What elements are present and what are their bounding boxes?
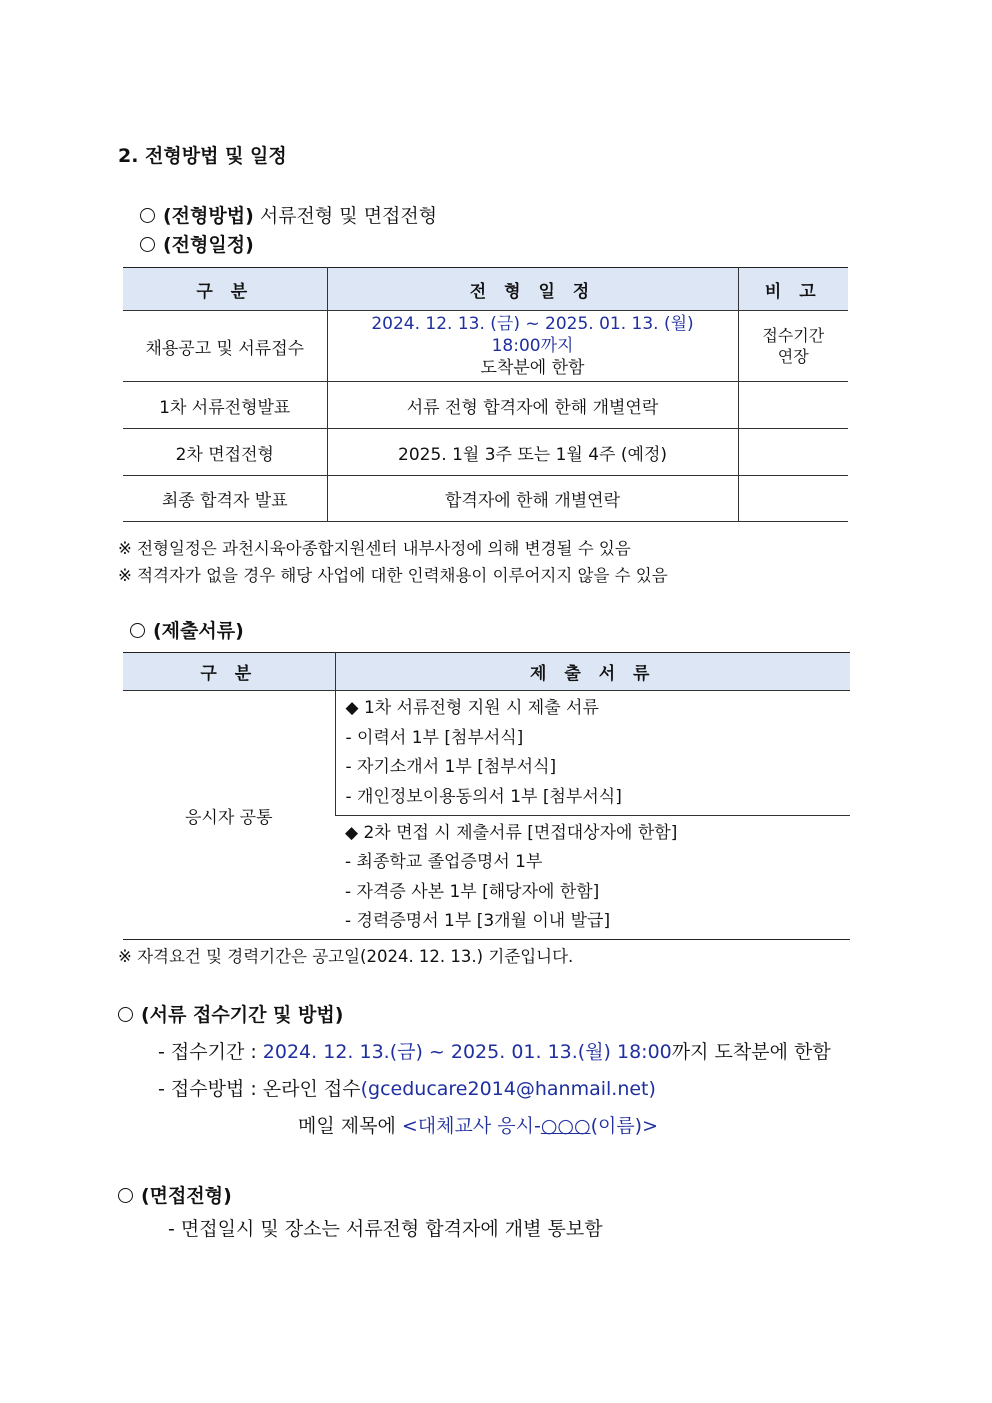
mail-subject-value: <대체교사 응시- <box>401 1115 541 1137</box>
docs-label: (제출서류) <box>153 620 244 642</box>
row-note <box>738 429 848 476</box>
receipt-method <box>158 1074 656 1101</box>
docs-group-1 <box>335 691 850 816</box>
schedule-deadline: 18:00까지 <box>491 336 574 356</box>
circle-bullet-icon <box>130 623 145 638</box>
receipt-heading <box>118 1000 343 1027</box>
list-item: - 최종학교 졸업증명서 1부 <box>345 852 543 872</box>
receipt-period <box>158 1037 831 1064</box>
row-category: 2차 면접전형 <box>123 429 327 476</box>
row-note <box>738 382 848 429</box>
method-label: (전형방법) <box>163 205 254 227</box>
schedule-note: ※ 적격자가 없을 경우 해당 사업에 대한 인력채용이 이루어지지 않을 수 있음 <box>118 566 668 585</box>
interview-label: (면접전형) <box>141 1185 232 1207</box>
row-schedule: 2025. 1월 3주 또는 1월 4주 (예정) <box>327 429 738 476</box>
header-documents: 제 출 서 류 <box>335 653 850 691</box>
mail-subject-name-placeholder: ○○○ <box>540 1115 591 1137</box>
mail-subject <box>298 1111 658 1138</box>
schedule-heading <box>140 230 254 257</box>
list-item: - 자기소개서 1부 [첨부서식] <box>345 757 557 777</box>
header-category: 구 분 <box>123 268 327 311</box>
circle-bullet-icon <box>118 1007 133 1022</box>
header-note: 비 고 <box>738 268 848 311</box>
docs-group-title: ◆ 2차 면접 시 제출서류 [면접대상자에 한함] <box>345 822 678 843</box>
receipt-period-value: 2024. 12. 13.(금) ~ 2025. 01. 13.(월) 18:00 <box>262 1041 672 1063</box>
receipt-email: (gceducare2014@hanmail.net) <box>360 1078 656 1100</box>
schedule-date-range: 2024. 12. 13. (금) ~ 2025. 01. 13. (월) <box>371 314 694 334</box>
interview-heading <box>118 1181 232 1208</box>
row-schedule: 합격자에 한해 개별연락 <box>327 476 738 522</box>
note-line: 접수기간 <box>762 326 825 345</box>
docs-note: ※ 자격요건 및 경력기간은 공고일(2024. 12. 13.) 기준입니다. <box>118 947 574 966</box>
header-category: 구 분 <box>123 653 335 691</box>
mail-subject-value-end: (이름)> <box>590 1115 659 1137</box>
table-row <box>123 429 848 476</box>
schedule-table <box>123 267 848 522</box>
schedule-header-row <box>123 268 848 311</box>
receipt-method-label: - 접수방법 : 온라인 접수 <box>158 1078 361 1100</box>
mail-subject-label: 메일 제목에 <box>298 1115 402 1137</box>
docs-group-title: ◆ 1차 서류전형 지원 시 제출 서류 <box>345 698 599 718</box>
receipt-period-label: - 접수기간 : <box>158 1041 263 1063</box>
receipt-period-suffix: 까지 도착분에 한함 <box>671 1041 831 1063</box>
table-row <box>123 691 850 816</box>
row-schedule <box>327 311 738 382</box>
docs-category: 응시자 공통 <box>184 807 273 828</box>
interview-text: - 면접일시 및 장소는 서류전형 합격자에 개별 통보함 <box>168 1218 603 1240</box>
circle-bullet-icon <box>140 237 155 252</box>
table-row <box>123 476 848 522</box>
schedule-note: ※ 전형일정은 과천시육아종합지원센터 내부사정에 의해 변경될 수 있음 <box>118 539 631 558</box>
circle-bullet-icon <box>140 208 155 223</box>
row-note <box>738 476 848 522</box>
list-item: - 이력서 1부 [첨부서식] <box>345 727 524 748</box>
table-row <box>123 382 848 429</box>
schedule-label: (전형일정) <box>163 234 254 256</box>
docs-group-2 <box>335 816 850 940</box>
note-line: 연장 <box>777 347 809 366</box>
documents-table <box>123 652 850 940</box>
schedule-condition: 도착분에 한함 <box>480 358 585 378</box>
list-item: - 경력증명서 1부 [3개월 이내 발급] <box>345 911 611 931</box>
row-note <box>738 311 848 382</box>
row-category: 1차 서류전형발표 <box>123 382 327 429</box>
docs-heading <box>130 616 244 643</box>
receipt-label: (서류 접수기간 및 방법) <box>141 1004 344 1026</box>
section-title: 2. 전형방법 및 일정 <box>118 145 287 167</box>
list-item: - 개인정보이용동의서 1부 [첨부서식] <box>345 786 622 807</box>
row-category: 최종 합격자 발표 <box>123 476 327 522</box>
row-schedule: 서류 전형 합격자에 한해 개별연락 <box>327 382 738 429</box>
list-item: - 자격증 사본 1부 [해당자에 한함] <box>345 881 600 902</box>
row-category: 채용공고 및 서류접수 <box>123 311 327 382</box>
docs-header-row <box>123 653 850 691</box>
header-schedule: 전 형 일 정 <box>327 268 738 311</box>
method-text: 서류전형 및 면접전형 <box>259 205 438 227</box>
table-row <box>123 311 848 382</box>
circle-bullet-icon <box>118 1188 133 1203</box>
method-line <box>140 201 437 228</box>
